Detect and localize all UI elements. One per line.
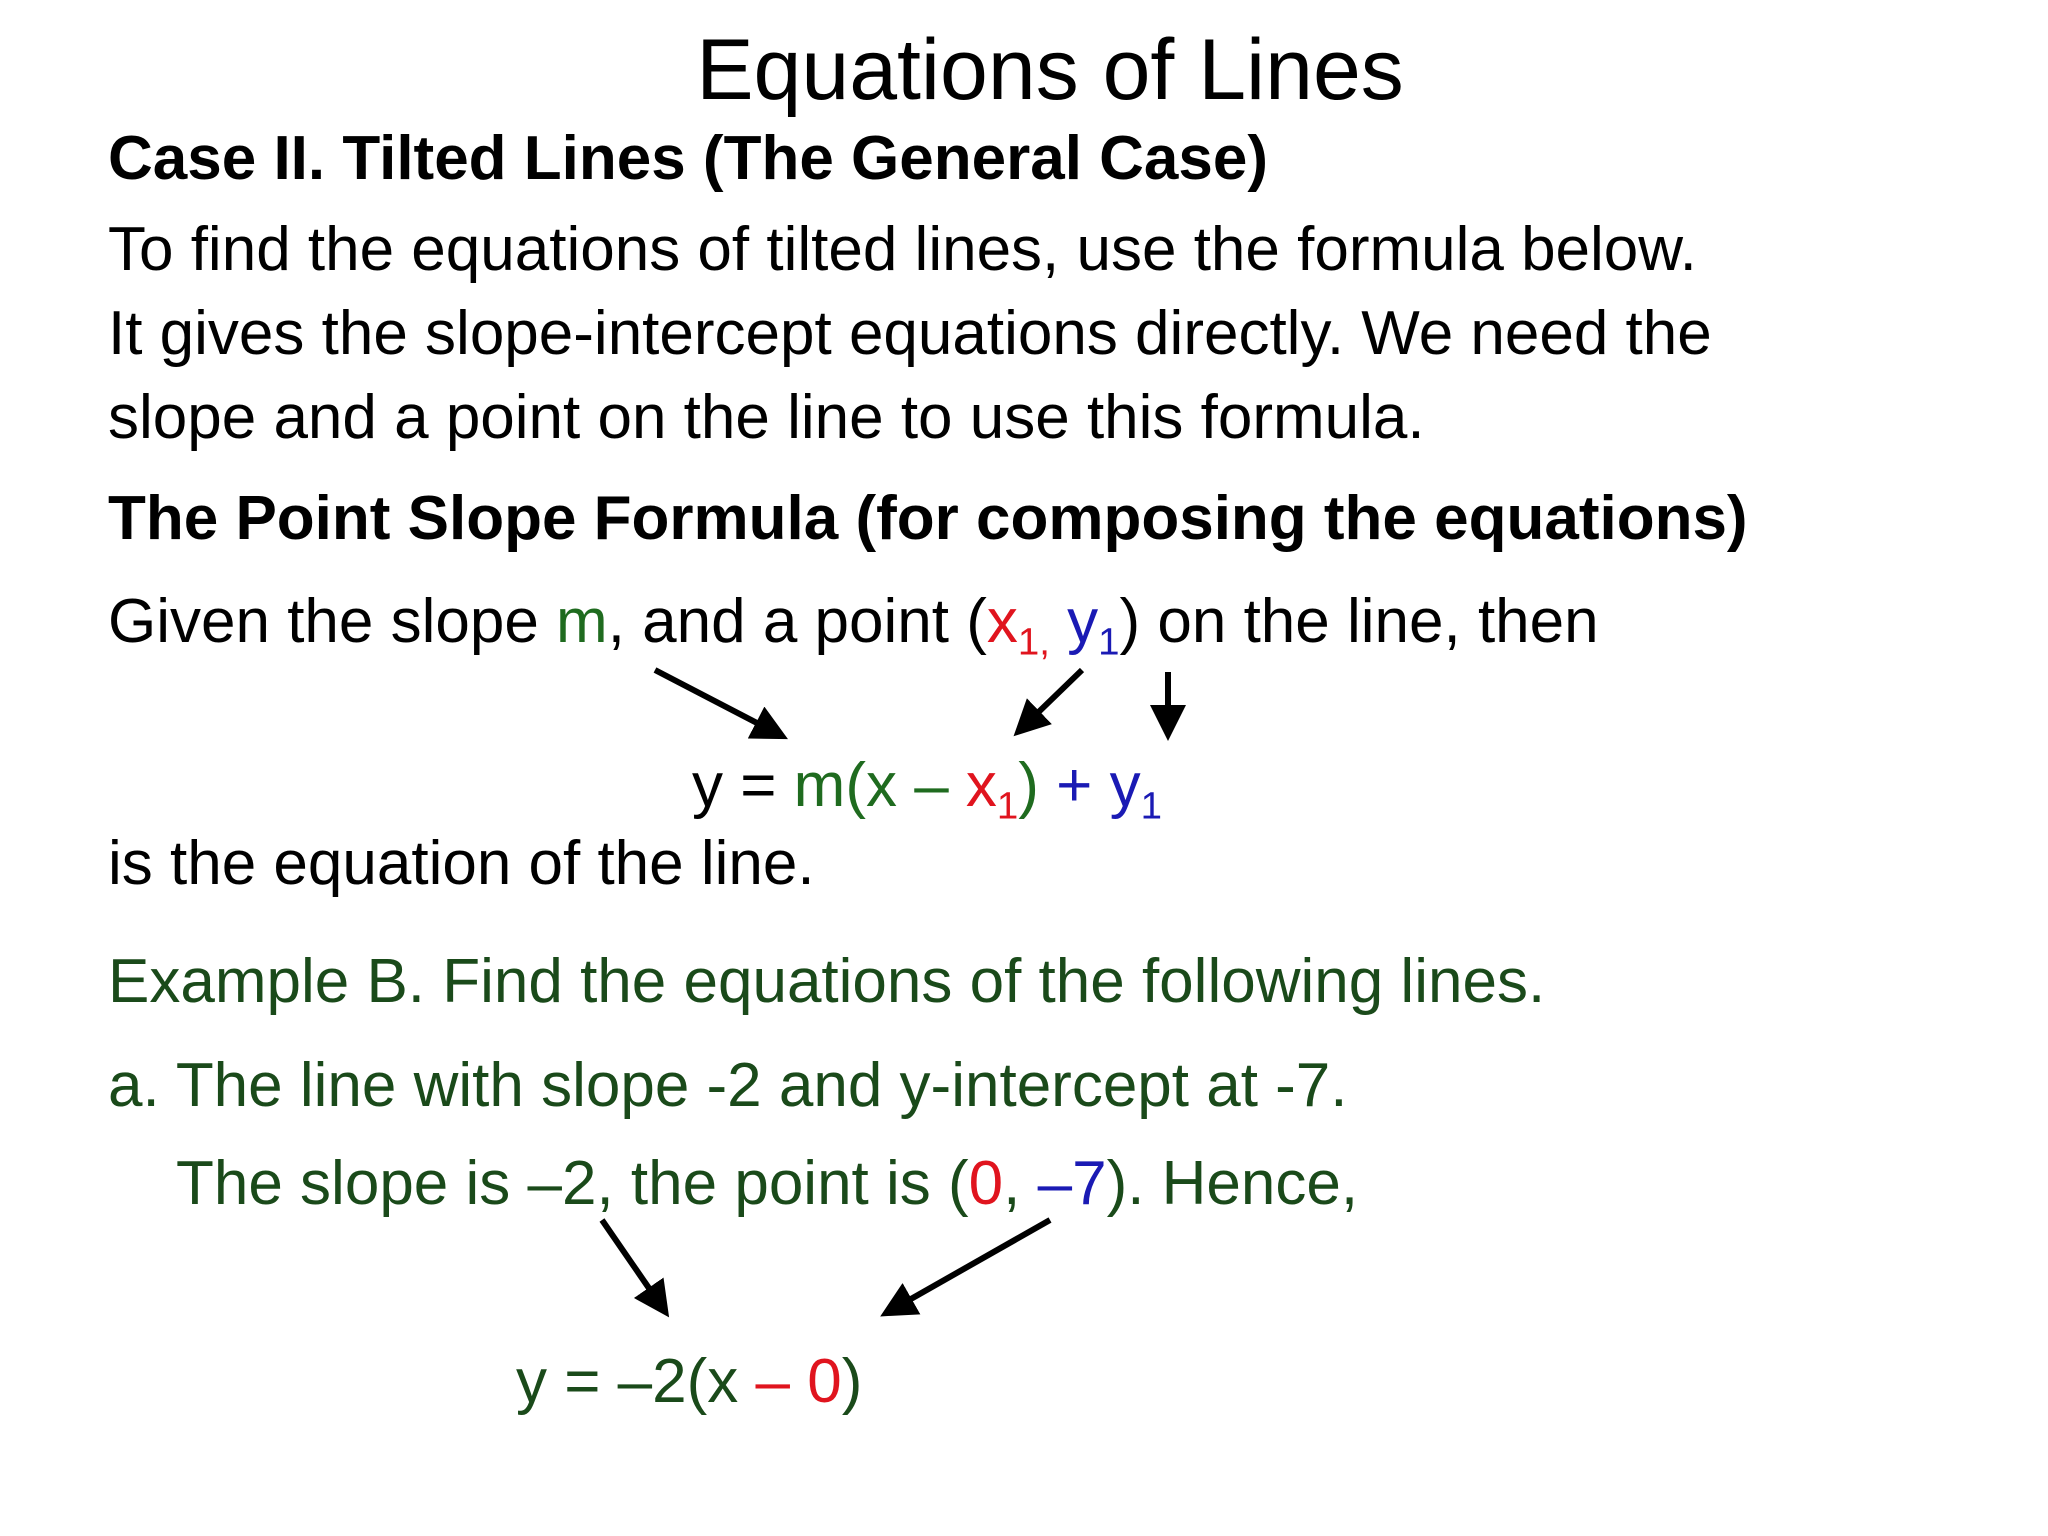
arrow-m-to-formula: [655, 670, 780, 735]
example-heading: Example B. Find the equations of the following lines.: [108, 947, 1546, 1016]
conclusion-line: is the equation of the line.: [108, 829, 815, 898]
example-slope-line: The slope is –2, the point is (0, –7). Hence,: [176, 1149, 1359, 1218]
intro-line-3: slope and a point on the line to use this formula.: [108, 383, 1425, 452]
formula-open: (x –: [845, 751, 966, 820]
given-mid: , and a point (: [607, 587, 987, 656]
arrow-slope-to-result: [602, 1220, 664, 1310]
formula-heading: The Point Slope Formula (for composing the equations): [108, 484, 1748, 553]
intro-line-1: To find the equations of tilted lines, use the formula below.: [108, 215, 1697, 284]
example-part-a: a. The line with slope -2 and y-intercept at -7.: [108, 1051, 1348, 1120]
case-heading: Case II. Tilted Lines (The General Case): [108, 124, 1269, 193]
intro-line-2: It gives the slope-intercept equations directly. We need the: [108, 299, 1712, 368]
given-suffix: ) on the line, then: [1119, 587, 1599, 656]
formula-y1: $y_1$: [1109, 751, 1162, 828]
arrow-x1-to-formula: [1020, 670, 1082, 730]
point-slope-formula: [692, 744, 1162, 828]
page-title: Equations of Lines: [696, 22, 1404, 118]
formula-close: ): [1018, 751, 1057, 820]
given-y1: $y_1$: [1067, 587, 1120, 664]
example-result-equation: y = –2(x – 0): [516, 1347, 863, 1416]
formula-x1: $x_1$: [965, 751, 1019, 828]
given-x1: $x_{1,}$: [986, 587, 1050, 664]
formula-plus: +: [1056, 751, 1110, 820]
formula-m: m: [793, 751, 846, 820]
result-minus-zero: – 0: [755, 1347, 842, 1416]
formula-lhs: y =: [692, 751, 794, 820]
point-y-neg7: –7: [1037, 1149, 1107, 1218]
arrow-point-to-result: [888, 1220, 1050, 1312]
given-line: [108, 580, 1599, 664]
given-slope-m: m: [556, 587, 608, 656]
given-prefix: Given the slope: [108, 587, 557, 656]
point-x-zero: 0: [968, 1149, 1004, 1218]
